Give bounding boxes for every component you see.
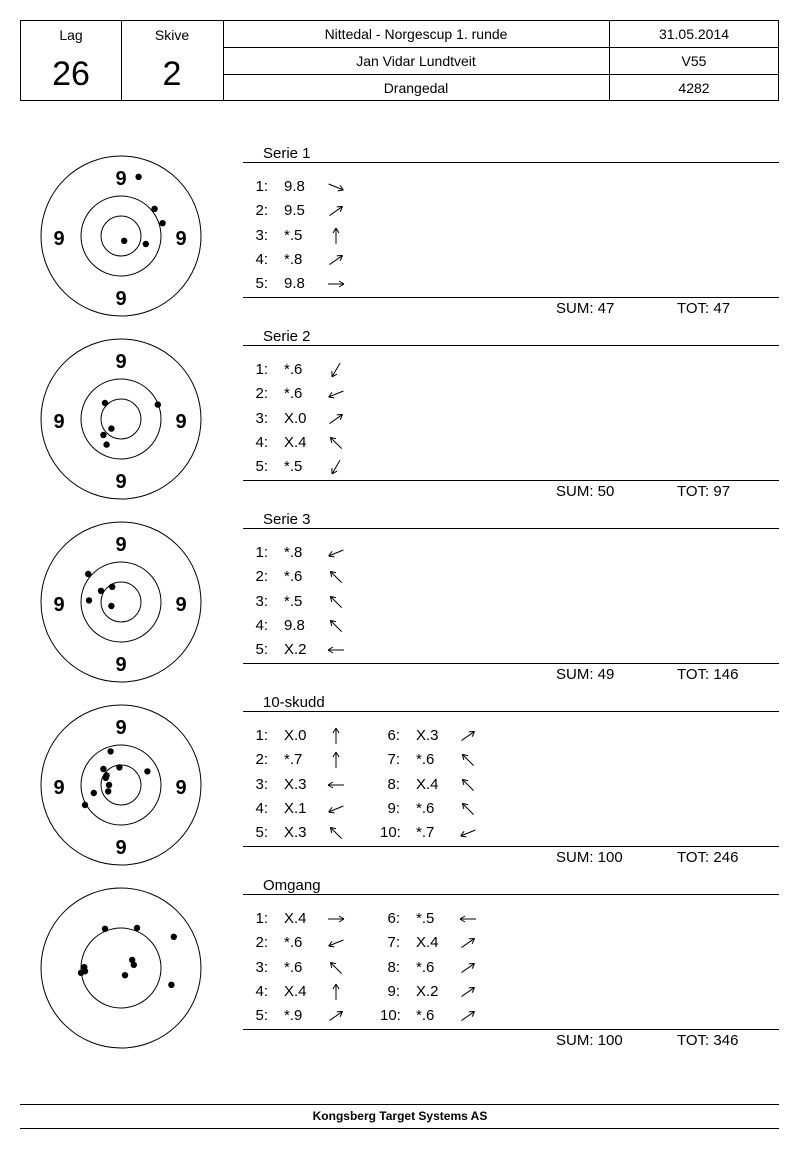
direction-arrow-icon (458, 959, 478, 977)
direction-arrow-icon (458, 800, 478, 818)
lag-label: Lag (59, 27, 83, 43)
shot-value: X.3 (284, 824, 307, 841)
shot-number: 1: (255, 544, 268, 561)
serie-divider (243, 663, 779, 664)
shot-number: 2: (255, 568, 268, 585)
target-ring (81, 928, 161, 1008)
shot-value: X.1 (284, 800, 307, 817)
ring-number: 9 (115, 288, 127, 310)
shot-value: 9.8 (284, 275, 305, 292)
shot-number: 3: (255, 776, 268, 793)
direction-arrow-icon (326, 385, 346, 403)
direction-arrow-icon (458, 1007, 478, 1025)
serie-section (0, 506, 800, 689)
hit-mark (102, 926, 108, 932)
direction-arrow-icon (458, 727, 478, 745)
target-ring (81, 562, 161, 642)
shot-number: 5: (255, 641, 268, 658)
hit-mark (106, 782, 112, 788)
shot-number: 1: (255, 361, 268, 378)
direction-arrow-icon (326, 178, 346, 196)
hit-mark (107, 748, 113, 754)
shot-number: 9: (387, 800, 400, 817)
hit-mark (78, 970, 84, 976)
footer-text: Kongsberg Target Systems AS (312, 1109, 488, 1123)
shot-value: X.4 (416, 934, 439, 951)
shot-number: 2: (255, 751, 268, 768)
direction-arrow-icon (326, 641, 346, 659)
hit-mark (85, 571, 91, 577)
hit-mark (100, 766, 106, 772)
shot-value: *.6 (416, 751, 435, 768)
shot-number: 3: (255, 227, 268, 244)
target-face (40, 887, 202, 1049)
header-table (20, 20, 779, 101)
hit-mark (98, 588, 104, 594)
direction-arrow-icon (326, 727, 346, 745)
serie-sum: SUM: 47 (556, 300, 615, 317)
ring-number: 9 (175, 777, 187, 799)
direction-arrow-icon (326, 824, 346, 842)
direction-arrow-icon (326, 251, 346, 269)
shot-value: *.8 (284, 544, 303, 561)
direction-arrow-icon (326, 983, 346, 1001)
direction-arrow-icon (326, 544, 346, 562)
direction-arrow-icon (326, 361, 346, 379)
shot-number: 5: (255, 1007, 268, 1024)
shot-number: 7: (387, 751, 400, 768)
shot-number: 8: (387, 959, 400, 976)
shot-value: 9.8 (284, 178, 305, 195)
shot-value: *.6 (284, 568, 303, 585)
direction-arrow-icon (326, 617, 346, 635)
shot-number: 2: (255, 202, 268, 219)
shot-number: 4: (255, 251, 268, 268)
hit-mark (129, 957, 135, 963)
serie-sum: SUM: 100 (556, 849, 623, 866)
serie-divider (243, 480, 779, 481)
shot-number: 5: (255, 275, 268, 292)
shot-number: 10: (380, 824, 401, 841)
direction-arrow-icon (326, 434, 346, 452)
shot-number: 2: (255, 934, 268, 951)
direction-arrow-icon (326, 934, 346, 952)
hit-mark (102, 400, 108, 406)
hit-mark (91, 790, 97, 796)
serie-divider (243, 528, 779, 529)
ring-number: 9 (175, 594, 187, 616)
shot-value: X.2 (416, 983, 439, 1000)
target-ring (81, 379, 161, 459)
shot-value: *.8 (284, 251, 303, 268)
ring-number: 9 (53, 777, 65, 799)
direction-arrow-icon (458, 983, 478, 1001)
shooter-name: Jan Vidar Lundtveit (356, 53, 476, 69)
serie-section (0, 140, 800, 323)
hit-mark (134, 925, 140, 931)
shot-value: *.5 (284, 458, 303, 475)
target-ring (81, 196, 161, 276)
direction-arrow-icon (326, 910, 346, 928)
event-date: 31.05.2014 (658, 26, 730, 42)
hit-mark (122, 972, 128, 978)
serie-title: 10-skudd (263, 694, 325, 711)
serie-total: TOT: 47 (677, 300, 731, 317)
shot-number: 1: (255, 910, 268, 927)
hit-mark (108, 425, 114, 431)
direction-arrow-icon (326, 800, 346, 818)
ring-number: 9 (115, 471, 127, 493)
serie-title: Serie 3 (263, 511, 311, 528)
direction-arrow-icon (458, 934, 478, 952)
footer-divider (20, 1128, 779, 1129)
direction-arrow-icon (458, 751, 478, 769)
ring-number: 9 (53, 411, 65, 433)
direction-arrow-icon (458, 824, 478, 842)
ring-number: 9 (175, 228, 187, 250)
shot-value: X.3 (416, 727, 439, 744)
hit-mark (155, 401, 161, 407)
serie-section (0, 689, 800, 872)
hit-mark (159, 220, 165, 226)
shot-number: 4: (255, 434, 268, 451)
shot-value: *.6 (284, 361, 303, 378)
ring-number: 9 (115, 837, 127, 859)
shot-number: 4: (255, 983, 268, 1000)
direction-arrow-icon (326, 275, 346, 293)
target-ring (41, 888, 201, 1048)
shot-value: *.6 (416, 959, 435, 976)
direction-arrow-icon (326, 1007, 346, 1025)
serie-divider (243, 846, 779, 847)
ring-number: 9 (115, 717, 127, 739)
serie-title: Serie 1 (263, 145, 311, 162)
shot-number: 1: (255, 727, 268, 744)
hit-mark (109, 584, 115, 590)
lag-value: 26 (52, 55, 90, 93)
shot-value: *.6 (284, 934, 303, 951)
shot-number: 3: (255, 593, 268, 610)
shot-number: 3: (255, 959, 268, 976)
direction-arrow-icon (458, 776, 478, 794)
hit-mark (144, 768, 150, 774)
shot-value: *.6 (284, 959, 303, 976)
direction-arrow-icon (326, 410, 346, 428)
serie-divider (243, 894, 779, 895)
shot-number: 5: (255, 458, 268, 475)
shot-number: 6: (387, 910, 400, 927)
shot-number: 9: (387, 983, 400, 1000)
shooter-id: 4282 (678, 80, 710, 96)
shot-number: 2: (255, 385, 268, 402)
direction-arrow-icon (326, 227, 346, 245)
serie-sum: SUM: 50 (556, 483, 615, 500)
shot-value: X.0 (284, 727, 307, 744)
shot-value: 9.8 (284, 617, 305, 634)
serie-title: Serie 2 (263, 328, 311, 345)
ring-number: 9 (53, 594, 65, 616)
serie-title: Omgang (263, 877, 321, 894)
ring-number: 9 (115, 534, 127, 556)
ring-number: 9 (53, 228, 65, 250)
hit-mark (86, 597, 92, 603)
target-face (40, 521, 202, 683)
shot-value: *.9 (284, 1007, 303, 1024)
serie-section (0, 323, 800, 506)
target-face (40, 338, 202, 500)
shot-number: 8: (387, 776, 400, 793)
hit-mark (121, 238, 127, 244)
shot-value: *.6 (416, 800, 435, 817)
shot-value: *.5 (416, 910, 435, 927)
shot-value: *.5 (284, 593, 303, 610)
hit-mark (168, 982, 174, 988)
serie-total: TOT: 346 (677, 1032, 739, 1049)
serie-divider (243, 162, 779, 163)
shot-value: *.7 (284, 751, 303, 768)
shot-value: *.7 (416, 824, 435, 841)
skive-label: Skive (154, 27, 190, 43)
shot-number: 6: (387, 727, 400, 744)
target-face (40, 704, 202, 866)
direction-arrow-icon (326, 202, 346, 220)
serie-section (0, 872, 800, 1055)
serie-sum: SUM: 49 (556, 666, 615, 683)
ring-number: 9 (115, 351, 127, 373)
shooter-club: Drangedal (383, 80, 449, 96)
shot-value: X.0 (284, 410, 307, 427)
hit-mark (103, 441, 109, 447)
direction-arrow-icon (458, 910, 478, 928)
shot-number: 4: (255, 617, 268, 634)
serie-divider (243, 345, 779, 346)
shot-value: X.4 (284, 910, 307, 927)
serie-total: TOT: 246 (677, 849, 739, 866)
hit-mark (143, 241, 149, 247)
shot-value: X.4 (284, 983, 307, 1000)
hit-mark (100, 432, 106, 438)
hit-mark (116, 764, 122, 770)
shot-number: 5: (255, 824, 268, 841)
shot-value: X.4 (284, 434, 307, 451)
serie-divider (243, 711, 779, 712)
serie-divider (243, 297, 779, 298)
serie-sum: SUM: 100 (556, 1032, 623, 1049)
serie-total: TOT: 146 (677, 666, 739, 683)
hit-mark (135, 174, 141, 180)
hit-mark (82, 802, 88, 808)
hit-mark (105, 788, 111, 794)
serie-divider (243, 1029, 779, 1030)
skive-value: 2 (162, 55, 182, 93)
hit-mark (151, 206, 157, 212)
ring-number: 9 (115, 654, 127, 676)
target-ring (101, 582, 141, 622)
shot-number: 3: (255, 410, 268, 427)
serie-total: TOT: 97 (677, 483, 731, 500)
shooter-class: V55 (681, 53, 707, 69)
event-name: Nittedal - Norgescup 1. runde (324, 26, 508, 42)
shot-value: X.4 (416, 776, 439, 793)
shot-value: *.6 (284, 385, 303, 402)
direction-arrow-icon (326, 776, 346, 794)
target-ring (101, 216, 141, 256)
target-face (40, 155, 202, 317)
shot-value: 9.5 (284, 202, 305, 219)
hit-mark (103, 775, 109, 781)
target-ring (81, 745, 161, 825)
shot-number: 10: (380, 1007, 401, 1024)
direction-arrow-icon (326, 751, 346, 769)
ring-number: 9 (115, 168, 127, 190)
hit-mark (81, 964, 87, 970)
shot-number: 7: (387, 934, 400, 951)
ring-number: 9 (175, 411, 187, 433)
footer-divider (20, 1104, 779, 1105)
shot-number: 4: (255, 800, 268, 817)
shot-value: X.3 (284, 776, 307, 793)
shot-value: *.6 (416, 1007, 435, 1024)
shot-number: 1: (255, 178, 268, 195)
direction-arrow-icon (326, 458, 346, 476)
shot-value: X.2 (284, 641, 307, 658)
hit-mark (108, 603, 114, 609)
hit-mark (171, 934, 177, 940)
direction-arrow-icon (326, 568, 346, 586)
direction-arrow-icon (326, 593, 346, 611)
shot-value: *.5 (284, 227, 303, 244)
direction-arrow-icon (326, 959, 346, 977)
